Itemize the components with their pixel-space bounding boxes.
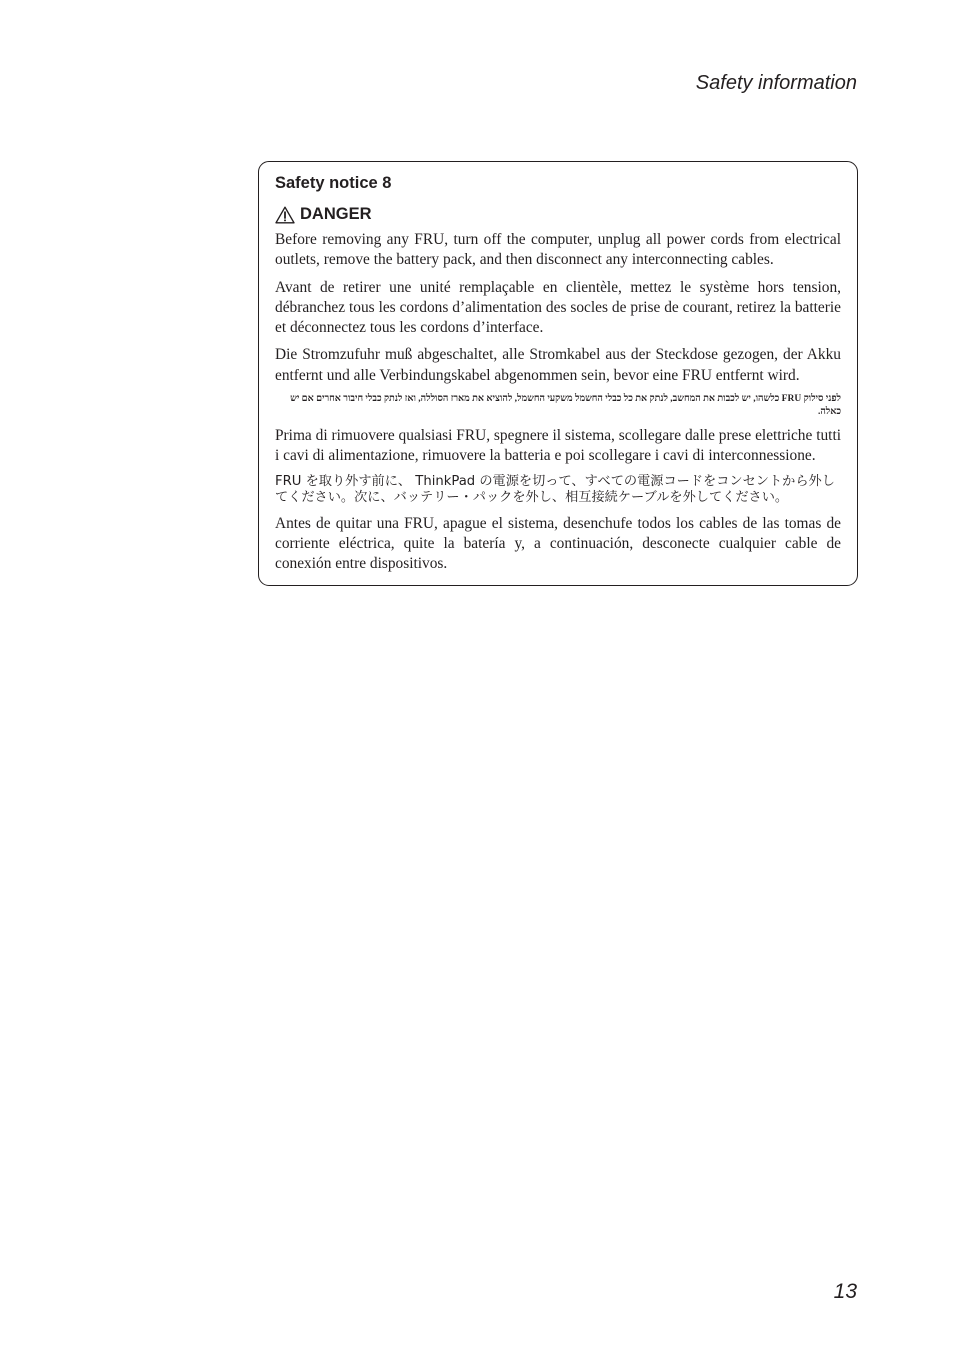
notice-text-japanese: FRU を取り外す前に、 ThinkPad の電源を切って、すべての電源コードをコンセントから外してください。次に、バッテリー・パックを外し、相互接続ケーブルを外してください。 [275,473,835,506]
notice-text-english: Before removing any FRU, turn off the computer, unplug all power cords from electrical outlets, remove the battery pack, and then disconnect any interconnecting cables. [275,231,841,269]
page-number: 13 [833,1280,857,1303]
danger-label: DANGER [300,205,372,223]
notice-text-german: Die Stromzufuhr muß abgeschaltet, alle Stromkabel aus der Steckdose gezogen, der Akku entfernt und alle Verbindungskabel abgenommen sein, bevor eine FRU entfernt wird. [275,346,841,384]
safety-notice-box [258,161,858,586]
notice-text-italian: Prima di rimuovere qualsiasi FRU, spegnere il sistema, scollegare dalle prese elettriche tutti i cavi di alimentazione, rimuovere la batteria e poi scollegare i cavi di interconnessione. [275,427,841,465]
warning-triangle-icon [275,206,295,224]
running-header: Safety information [695,72,857,94]
notice-title: Safety notice 8 [275,174,392,192]
notice-text-french: Avant de retirer une unité remplaçable en clientèle, mettez le système hors tension, débranchez tous les cordons d’alimentation des socles de prise de courant, retirez la batterie et déconnectez tous les cordons d’interface. [275,278,841,337]
notice-text-hebrew: לפני סילוק FRU כלשהו, יש לכבות את המחשב, לנתק את כל כבלי החשמל משקעי החשמל, להוציא את מארז הסוללה, ואז לנתק כבלי חיבור אחרים אם יש כאלה. [290,394,841,417]
danger-heading [275,205,841,224]
notice-text-spanish: Antes de quitar una FRU, apague el sistema, desenchufe todos los cables de las tomas de corriente eléctrica, quite la batería y, a continuación, desconecte cualquier cable de conexión entre dispositivos. [275,514,841,573]
